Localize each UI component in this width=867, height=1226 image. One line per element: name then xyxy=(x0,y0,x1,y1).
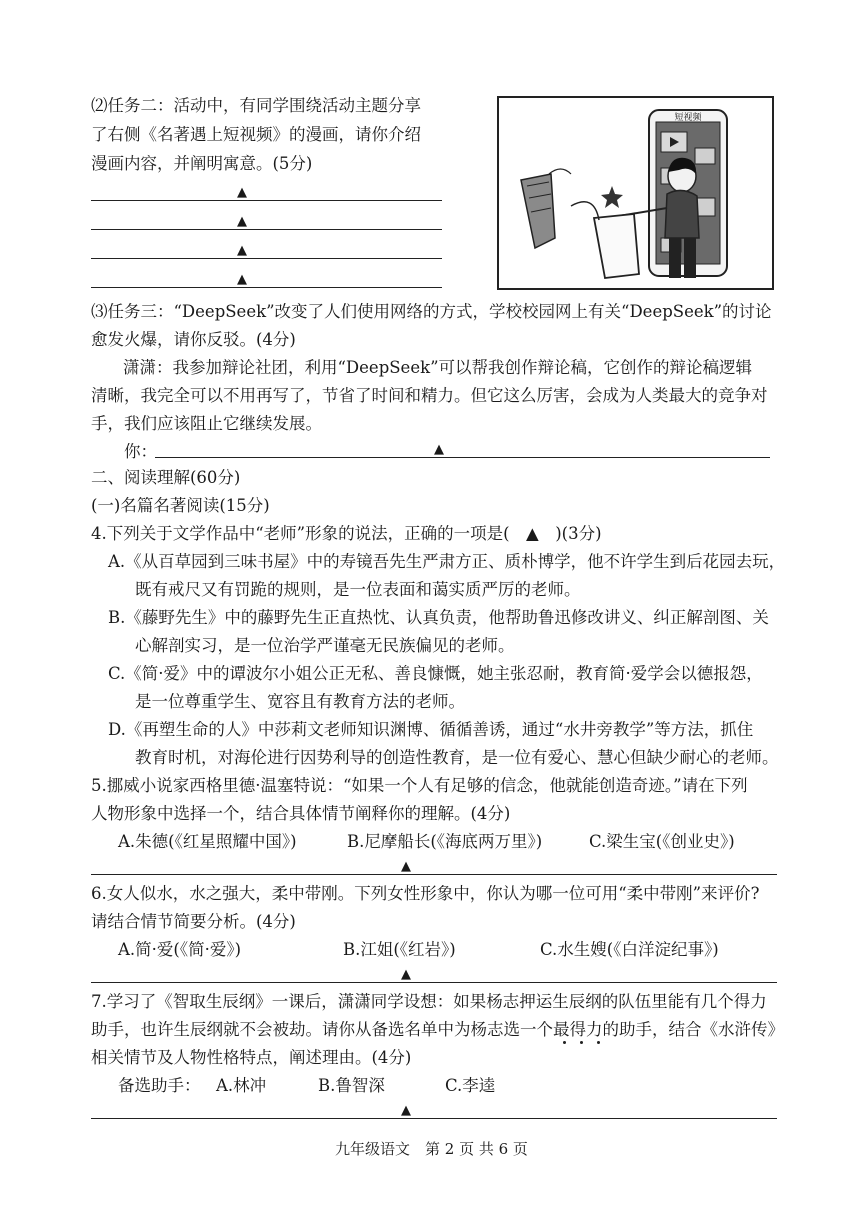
q5-stem-2: 人物形象中选择一个，结合具体情节阐释你的理解。(4分) xyxy=(91,804,511,823)
q4-option-a: A.《从百草园到三味书屋》中的寿镜吾先生严肃方正、质朴博学，他不许学生到后花园去玩， xyxy=(108,552,786,571)
q4-option-a-cont: 既有戒尺又有罚跪的规则，是一位表面和蔼实质严厉的老师。 xyxy=(135,580,581,599)
q7-candidate-a: A.林冲 xyxy=(216,1076,267,1095)
emphasis-dot xyxy=(563,1041,566,1044)
q6-choice-a: A.简·爱(《简·爱》) xyxy=(118,940,242,959)
emphasis-dot xyxy=(597,1041,600,1044)
q6-stem-1: 6.女人似水，水之强大，柔中带刚。下列女性形象中，你认为哪一位可用“柔中带刚”来评价? xyxy=(91,884,760,903)
q4-option-d-cont: 教育时机，对海伦进行因势利导的创造性教育，是一位有爱心、慧心但缺少耐心的老师。 xyxy=(135,748,779,767)
answer-line[interactable] xyxy=(91,874,777,875)
answer-mark: ▲ xyxy=(237,214,247,229)
task2-line-1: ⑵任务二：活动中，有同学围绕活动主题分享 xyxy=(91,96,421,115)
task2-line-3: 漫画内容，并阐明寓意。(5分) xyxy=(91,154,313,173)
q4-option-b-cont: 心解剖实习，是一位治学严谨毫无民族偏见的老师。 xyxy=(135,636,515,655)
answer-line[interactable] xyxy=(91,258,442,259)
answer-mark: ▲ xyxy=(401,1103,411,1118)
answer-mark: ▲ xyxy=(237,272,247,287)
q6-choice-b: B.江姐(《红岩》) xyxy=(343,940,456,959)
q7-candidate-b: B.鲁智深 xyxy=(318,1076,385,1095)
task3-line-1: ⑶任务三：“DeepSeek”改变了人们使用网络的方式，学校校园网上有关“DeepSeek”的讨论 xyxy=(91,302,772,321)
emphasis-dot xyxy=(580,1041,583,1044)
answer-line[interactable] xyxy=(91,1118,777,1119)
q6-choice-c: C.水生嫂(《白洋淀纪事》) xyxy=(540,940,719,959)
answer-mark: ▲ xyxy=(434,442,444,457)
task3-quote-3: 手，我们应该阻止它继续发展。 xyxy=(91,414,322,433)
task3-quote-1: 潇潇：我参加辩论社团，利用“DeepSeek”可以帮我创作辩论稿，它创作的辩论稿逻辑 xyxy=(123,358,753,377)
q7-candidate-c: C.李逵 xyxy=(445,1076,496,1095)
answer-line[interactable] xyxy=(91,982,777,983)
q5-choice-b: B.尼摩船长(《海底两万里》) xyxy=(347,832,543,851)
comic-drawing xyxy=(499,98,772,288)
phone-label: 短视频 xyxy=(674,113,702,123)
subsection-title: (一)名篇名著阅读(15分) xyxy=(91,496,270,515)
task2-line-2: 了右侧《名著遇上短视频》的漫画，请你介绍 xyxy=(91,125,421,144)
answer-mark: ▲ xyxy=(401,859,411,874)
answer-mark: ▲ xyxy=(237,185,247,200)
q5-choice-c: C.梁生宝(《创业史》) xyxy=(589,832,735,851)
page-footer: 九年级语文 第 2 页 共 6 页 xyxy=(335,1140,528,1158)
q7-line-2: 助手，也许生辰纲就不会被劫。请你从备选名单中为杨志选一个最得力的助手，结合《水浒传》 xyxy=(91,1020,784,1039)
answer-line[interactable] xyxy=(91,229,442,230)
q4-option-d: D.《再塑生命的人》中莎莉文老师知识渊博、循循善诱，通过“水井旁教学”等方法，抓住 xyxy=(108,720,754,739)
q4-option-c: C.《简·爱》中的谭波尔小姐公正无私、善良慷慨，她主张忍耐，教育简·爱学会以德报怨， xyxy=(108,664,763,683)
q5-stem-1: 5.挪威小说家西格里德·温塞特说：“如果一个人有足够的信念，他就能创造奇迹。”请在下列 xyxy=(91,776,748,795)
answer-line[interactable] xyxy=(91,287,442,288)
q4-option-b: B.《藤野先生》中的藤野先生正直热忱、认真负责，他帮助鲁迅修改讲义、纠正解剖图、关 xyxy=(108,608,769,627)
answer-mark: ▲ xyxy=(401,967,411,982)
task3-quote-2: 清晰，我完全可以不用再写了，节省了时间和精力。但它这么厉害，会成为人类最大的竞争对 xyxy=(91,386,768,405)
q7-candidates-label: 备选助手： xyxy=(118,1076,201,1095)
section-title: 二、阅读理解(60分) xyxy=(91,468,241,487)
q7-line-2-placeholder xyxy=(91,1019,784,1041)
q4-stem: 4.下列关于文学作品中“老师”形象的说法，正确的一项是( ▲ )(3分) xyxy=(91,524,602,543)
q7-line-1: 7.学习了《智取生辰纲》一课后，潇潇同学设想：如果杨志押运生辰纲的队伍里能有几个得力 xyxy=(91,992,767,1011)
answer-mark: ▲ xyxy=(237,243,247,258)
q5-choice-a: A.朱德(《红星照耀中国》) xyxy=(118,832,297,851)
answer-line[interactable] xyxy=(155,457,770,458)
task3-you-label: 你： xyxy=(124,442,157,461)
comic-illustration xyxy=(497,96,774,290)
task3-line-2: 愈发火爆，请你反驳。(4分) xyxy=(91,330,296,349)
q7-line-3: 相关情节及人物性格特点，阐述理由。(4分) xyxy=(91,1048,412,1067)
answer-line[interactable] xyxy=(91,200,442,201)
q6-stem-2: 请结合情节简要分析。(4分) xyxy=(91,912,296,931)
q4-option-c-cont: 是一位尊重学生、宽容且有教育方法的老师。 xyxy=(135,692,465,711)
